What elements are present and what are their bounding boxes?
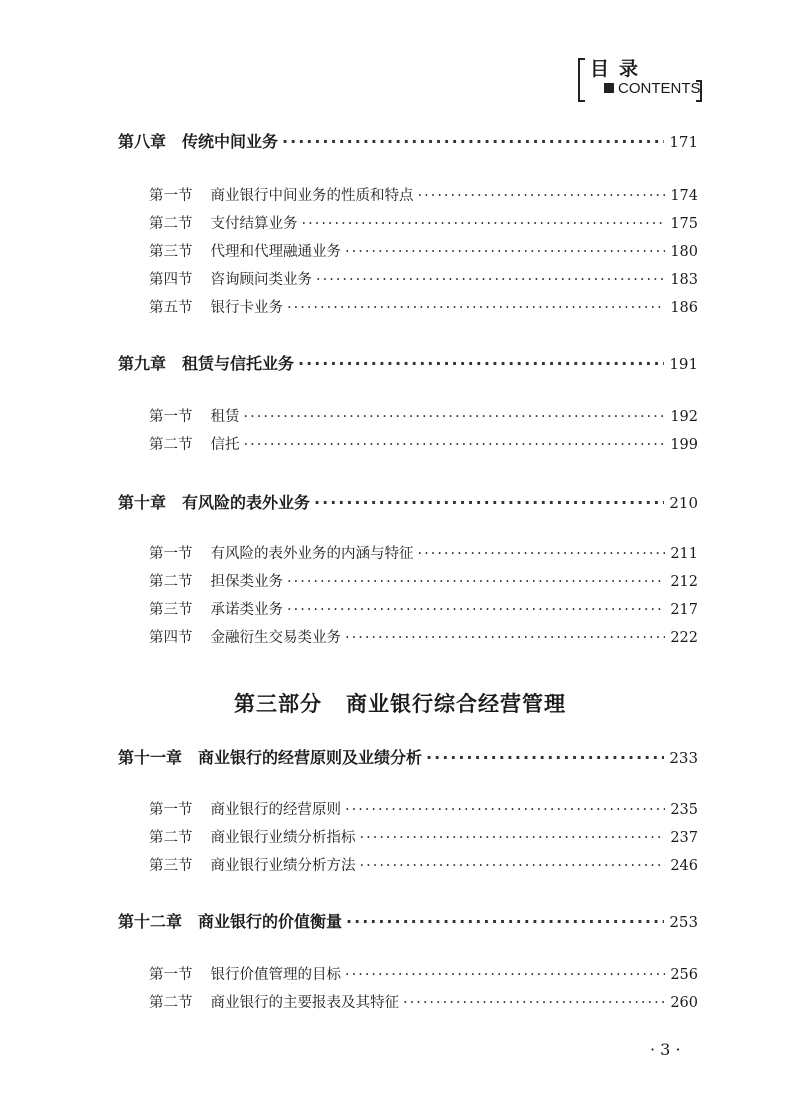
toc-section-entry[interactable] [149, 570, 698, 591]
page-number: · 3 · [650, 1040, 681, 1059]
section-number: 第二节 [149, 830, 193, 846]
dot-leader [316, 272, 665, 288]
toc-section-entry[interactable] [149, 405, 698, 426]
page-ref: 260 [670, 995, 698, 1011]
section-number: 第一节 [149, 967, 193, 983]
chapter-number: 第十一章 [118, 748, 183, 767]
section-title: 支付结算业务 [210, 216, 298, 232]
section-number: 第三节 [149, 244, 193, 260]
section-number: 第一节 [149, 188, 193, 204]
section-number: 第一节 [149, 546, 193, 562]
dot-leader [345, 802, 665, 818]
section-title: 金融衍生交易类业务 [210, 630, 341, 646]
section-number: 第二节 [149, 437, 193, 453]
section-number: 第二节 [149, 216, 193, 232]
section-title: 银行价值管理的目标 [210, 967, 341, 983]
section-title: 租赁 [210, 409, 240, 425]
chapter-title: 商业银行的经营原则及业绩分析 [198, 748, 423, 767]
section-number: 第四节 [149, 630, 193, 646]
toc-section-entry[interactable] [149, 212, 698, 233]
section-title: 信托 [210, 437, 240, 453]
page-ref: 256 [670, 967, 698, 983]
chapter-title: 租赁与信托业务 [182, 354, 295, 373]
toc-section-entry[interactable] [149, 433, 698, 454]
contents-header-mark [578, 54, 702, 100]
page-ref: 180 [670, 244, 698, 260]
toc-section-entry[interactable] [149, 854, 698, 875]
page-ref: 183 [670, 272, 698, 288]
square-bullet-icon [604, 83, 614, 93]
dot-leader [287, 574, 665, 590]
dot-leader [244, 409, 666, 425]
toc-section-entry[interactable] [149, 626, 698, 647]
chapter-title: 传统中间业务 [182, 132, 279, 151]
dot-leader [287, 300, 665, 316]
section-title: 承诺类业务 [210, 602, 283, 618]
section-title: 代理和代理融通业务 [210, 244, 341, 260]
page-ref: 217 [670, 602, 698, 618]
toc-chapter-entry[interactable] [118, 351, 698, 374]
dot-leader [418, 188, 666, 204]
section-title: 商业银行的主要报表及其特征 [210, 995, 399, 1011]
part-heading [0, 688, 800, 718]
section-title: 担保类业务 [210, 574, 283, 590]
page-ref: 210 [669, 494, 698, 512]
dot-leader [244, 437, 666, 453]
page-ref: 211 [670, 546, 698, 562]
section-title: 商业银行业绩分析方法 [210, 858, 356, 874]
section-number: 第一节 [149, 409, 193, 425]
dot-leader [360, 858, 666, 874]
chapter-title: 商业银行的价值衡量 [198, 912, 343, 931]
section-number: 第四节 [149, 272, 193, 288]
chapter-number: 第八章 [118, 132, 167, 151]
dot-leader [302, 216, 666, 232]
dot-leader [360, 830, 666, 846]
page-ref: 191 [669, 355, 698, 373]
dot-leader [403, 995, 665, 1011]
dot-leader [418, 546, 666, 562]
page-ref: 174 [670, 188, 698, 204]
part-label: 第三部分 [234, 692, 322, 716]
dot-leader [282, 132, 664, 151]
bracket-left-decoration [578, 58, 585, 102]
dot-leader [345, 630, 665, 646]
contents-title: 目录 [590, 58, 649, 80]
section-title: 商业银行中间业务的性质和特点 [210, 188, 414, 204]
page-ref: 237 [670, 830, 698, 846]
section-number: 第二节 [149, 995, 193, 1011]
toc-chapter-entry[interactable] [118, 129, 698, 152]
dot-leader [287, 602, 665, 618]
part-title: 商业银行综合经营管理 [346, 692, 566, 716]
toc-chapter-entry[interactable] [118, 490, 698, 513]
page-ref: 192 [670, 409, 698, 425]
toc-section-entry[interactable] [149, 798, 698, 819]
section-title: 银行卡业务 [210, 300, 283, 316]
chapter-number: 第十二章 [118, 912, 183, 931]
page-ref: 199 [670, 437, 698, 453]
toc-section-entry[interactable] [149, 542, 698, 563]
chapter-number: 第九章 [118, 354, 167, 373]
toc-section-entry[interactable] [149, 598, 698, 619]
toc-section-entry[interactable] [149, 826, 698, 847]
page-ref: 212 [670, 574, 698, 590]
section-number: 第三节 [149, 602, 193, 618]
section-title: 咨询顾问类业务 [210, 272, 312, 288]
contents-subtitle: CONTENTS [618, 80, 701, 97]
dot-leader [345, 967, 665, 983]
section-title: 商业银行业绩分析指标 [210, 830, 356, 846]
dot-leader [298, 354, 664, 373]
page-ref: 253 [669, 913, 698, 931]
section-number: 第一节 [149, 802, 193, 818]
dot-leader [426, 748, 664, 767]
toc-chapter-entry[interactable] [118, 745, 698, 768]
toc-section-entry[interactable] [149, 296, 698, 317]
section-number: 第二节 [149, 574, 193, 590]
page-ref: 235 [670, 802, 698, 818]
chapter-number: 第十章 [118, 493, 167, 512]
page-ref: 171 [669, 133, 698, 151]
toc-section-entry[interactable] [149, 963, 698, 984]
page-ref: 222 [670, 630, 698, 646]
chapter-title: 有风险的表外业务 [182, 493, 311, 512]
page-ref: 246 [670, 858, 698, 874]
section-title: 商业银行的经营原则 [210, 802, 341, 818]
dot-leader [314, 493, 664, 512]
section-title: 有风险的表外业务的内涵与特征 [210, 546, 414, 562]
toc-section-entry[interactable] [149, 991, 698, 1012]
dot-leader [346, 912, 664, 931]
contents-subtitle-wrap [604, 80, 701, 98]
page-ref: 175 [670, 216, 698, 232]
toc-chapter-entry[interactable] [118, 909, 698, 932]
page-ref: 233 [669, 749, 698, 767]
section-number: 第三节 [149, 858, 193, 874]
toc-section-entry[interactable] [149, 240, 698, 261]
page-ref: 186 [670, 300, 698, 316]
toc-section-entry[interactable] [149, 184, 698, 205]
dot-leader [345, 244, 665, 260]
section-number: 第五节 [149, 300, 193, 316]
toc-section-entry[interactable] [149, 268, 698, 289]
